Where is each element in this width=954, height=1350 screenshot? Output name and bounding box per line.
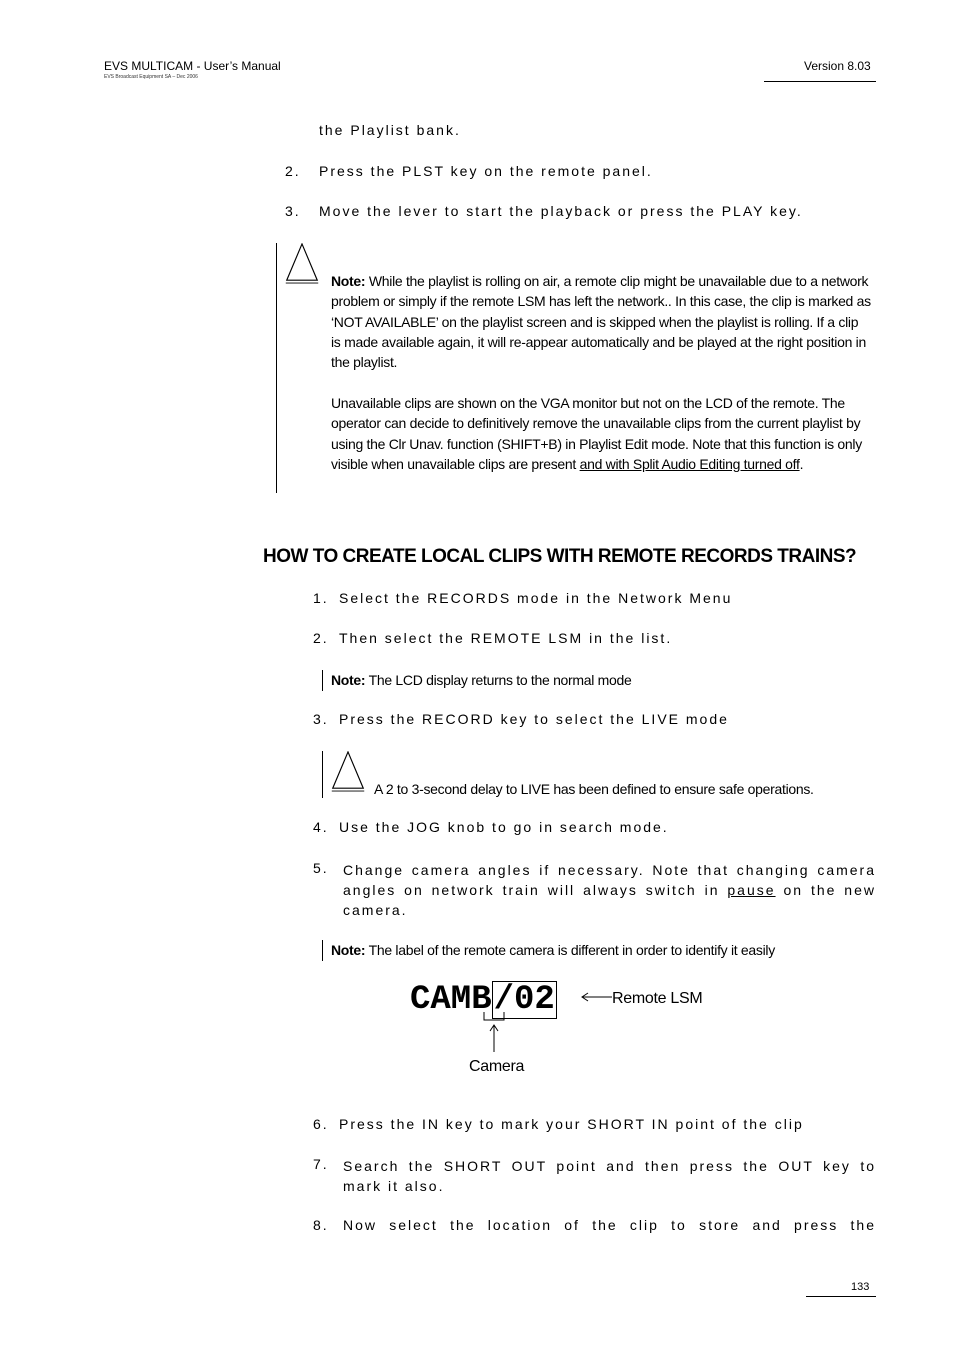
note-text: While the playlist is rolling on air, a remote clip might be unavailable due to a network problem or simply if the remote LSM has left the network.. In this case, the clip is marked as ‘NOT AVAILABLE’ on the playlist screen and is skipped when the playlist is rolling. If a clip is made available again, it will re-appear automatically and be played at the right position in the playlist. bbox=[331, 273, 871, 371]
step-number: 2. bbox=[313, 630, 329, 646]
warning-triangle-icon bbox=[330, 751, 366, 793]
step-text: Select the RECORDS mode in the Network Menu bbox=[339, 590, 733, 606]
step-text: Use the JOG knob to go in search mode. bbox=[339, 819, 669, 835]
list-item bbox=[313, 590, 732, 606]
step-number: 7. bbox=[313, 1156, 329, 1172]
step-number: 3. bbox=[313, 711, 329, 727]
note-margin-bar bbox=[276, 243, 277, 493]
list-item bbox=[313, 711, 729, 727]
note-underlined-text: and with Split Audio Editing turned off bbox=[579, 455, 800, 472]
list-item bbox=[313, 860, 876, 920]
note-label: Note: bbox=[331, 672, 366, 688]
list-item bbox=[285, 203, 803, 219]
note-margin-bar bbox=[322, 751, 323, 798]
note-margin-bar bbox=[322, 940, 323, 961]
step-text: Then select the REMOTE LSM in the list. bbox=[339, 630, 673, 646]
step-text bbox=[343, 860, 876, 920]
footer-divider bbox=[806, 1296, 876, 1297]
cam-text: CAM bbox=[410, 981, 472, 1019]
list-item bbox=[313, 630, 672, 646]
camera-caption: Camera bbox=[469, 1058, 525, 1075]
step-text: Now select the location of the clip to store and press the bbox=[343, 1217, 876, 1233]
list-item bbox=[285, 163, 653, 179]
step-number: 5. bbox=[313, 860, 329, 876]
note-text-end: . bbox=[799, 455, 804, 472]
step-text: Press the RECORD key to select the LIVE mode bbox=[339, 711, 729, 727]
list-item bbox=[313, 1156, 876, 1196]
warning-triangle-icon bbox=[284, 243, 320, 285]
note-text: The label of the remote camera is different in order to identify it easily bbox=[365, 942, 775, 958]
note-lcd bbox=[331, 670, 631, 690]
header-title: EVS MULTICAM - User’s Manual bbox=[104, 59, 281, 73]
header-divider bbox=[764, 81, 876, 82]
list-item bbox=[313, 1116, 804, 1132]
remote-lsm-box: /02 bbox=[493, 981, 555, 1019]
step-number: 4. bbox=[313, 819, 329, 835]
header-subtitle: EVS Broadcast Equipment SA – Dec 2006 bbox=[104, 74, 198, 80]
step-text: Move the lever to start the playback or press the PLAY key. bbox=[319, 203, 803, 219]
step-number: 1. bbox=[313, 590, 329, 606]
note-paragraph bbox=[331, 393, 871, 474]
page-number: 133 bbox=[851, 1281, 870, 1293]
note-text: Unavailable clips are shown on the VGA monitor but not on the LCD of the remote. The operator can decide to definitively remove the unavailable clips from the current playlist by using the Clr Unav. function (SHIFT+B) in Playlist Edit mode. Note that this function is only visible when unavailable clips are present bbox=[331, 395, 862, 472]
arrow-left-icon bbox=[580, 990, 614, 1006]
note-margin-bar bbox=[322, 670, 323, 691]
step-text: Search the SHORT OUT point and then press the OUT key to mark it also. bbox=[343, 1158, 876, 1194]
step-number: 2. bbox=[285, 163, 301, 179]
section-heading: HOW TO CREATE LOCAL CLIPS WITH REMOTE RECORDS TRAINS? bbox=[263, 546, 857, 567]
list-item bbox=[313, 1217, 876, 1233]
step-text-end: on the new camera. bbox=[343, 882, 876, 918]
list-item bbox=[313, 819, 669, 835]
step-text-underlined: pause bbox=[727, 882, 776, 898]
note-camera-label bbox=[331, 940, 775, 960]
remote-lsm-label: Remote LSM bbox=[612, 990, 703, 1007]
step-text: Press the PLST key on the remote panel. bbox=[319, 163, 653, 179]
note-label: Note: bbox=[331, 942, 366, 958]
step-text: Press the IN key to mark your SHORT IN point of the clip bbox=[339, 1116, 804, 1132]
warning-delay-text: A 2 to 3-second delay to LIVE has been defined to ensure safe operations. bbox=[374, 781, 814, 797]
note-paragraph bbox=[331, 271, 871, 372]
step-number: 8. bbox=[313, 1217, 329, 1233]
step-text-start: Change camera angles if necessary. Note that changing camera angles on network train will always switch in bbox=[343, 862, 876, 898]
note-label: Note: bbox=[331, 273, 366, 289]
step-number: 3. bbox=[285, 203, 301, 219]
note-text: The LCD display returns to the normal mode bbox=[365, 672, 632, 688]
step-number: 6. bbox=[313, 1116, 329, 1132]
intro-continuation: the Playlist bank. bbox=[319, 122, 461, 138]
camera-letter: B bbox=[471, 981, 492, 1019]
header-version: Version 8.03 bbox=[804, 59, 871, 73]
